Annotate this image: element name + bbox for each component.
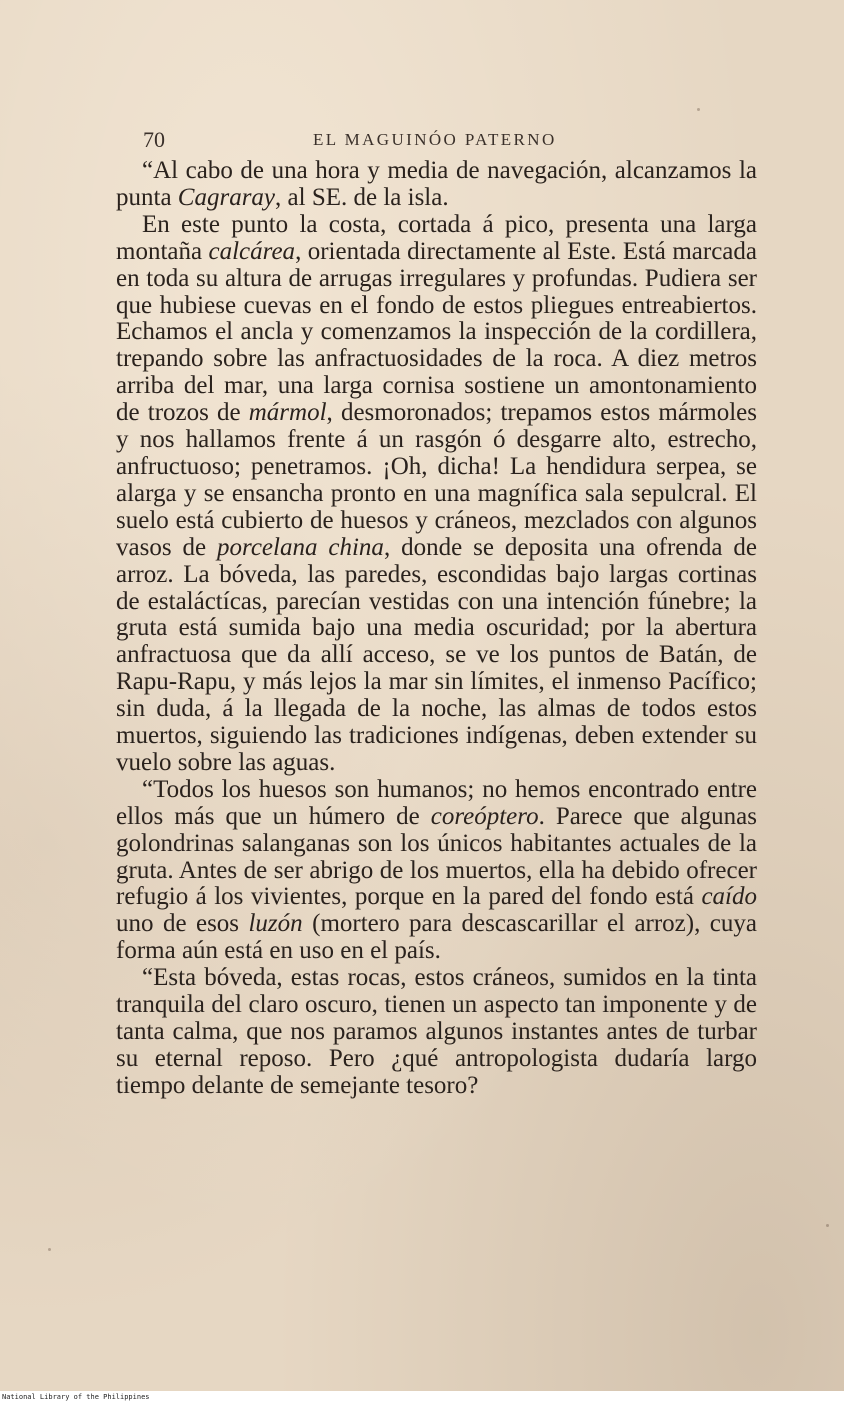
paragraph xyxy=(116,212,757,777)
paragraph xyxy=(116,965,757,1100)
paper-speck xyxy=(826,1224,829,1227)
text-run: , al SE. de la isla. xyxy=(275,183,449,211)
italic-term: calcárea xyxy=(208,237,296,265)
italic-term: caído xyxy=(701,883,757,911)
text-run: En este punto la costa, cortada á pico, presenta una larga montaña xyxy=(116,210,757,265)
italic-term: Cagraray xyxy=(177,183,276,211)
italic-term: coreóptero xyxy=(430,802,539,830)
italic-term: mármol xyxy=(248,399,327,427)
text-run: “Al cabo de una hora y media de navegación, alcanzamos la punta xyxy=(116,157,757,211)
text-run: , donde se deposita una ofrenda de arroz. La bóveda, las paredes, escondidas bajo largas cortinas de estaláctícas, parecían vestidas con una intención fúnebre; la gruta está sumida bajo una media oscuridad; por la abertura anfractuosa que da allí acceso, se ve los puntos de Batán, de Rapu-Rapu, y más lejos la mar sin límites, el inmenso Pacífico; sin duda, á la llegada de la noche, las almas de todos estos muertos, siguiendo las tradiciones indígenas, deben extender su vuelo sobre las aguas. xyxy=(116,533,758,776)
italic-term: luzón xyxy=(248,910,303,938)
text-run: “Esta bóveda, estas rocas, estos cráneos, sumidos en la tinta tranquila del claro oscuro, tienen un aspecto tan imponente y de tanta calma, que nos paramos algunos instantes antes de turbar su eternal reposo. Pero ¿qué antropologista dudaría largo tiempo delante de semejante tesoro? xyxy=(116,964,757,1099)
paper-speck xyxy=(48,1248,51,1251)
text-run: , desmoronados; trepamos estos mármoles y nos hallamos frente á un rasgón ó desgarre alto, estrecho, anfructuoso; penetramos. ¡Oh, dicha! La hendidura serpea, se alarga y se ensancha pronto en una magnífica sala sepulcral. El suelo está cubierto de huesos y cráneos, mezclados con algunos vasos de xyxy=(116,399,757,561)
library-caption: National Library of the Philippines xyxy=(0,1391,844,1403)
text-run: . Parece que algunas golondrinas salanganas son los únicos habitantes actuales de la gruta. Antes de ser abrigo de los muertos, ella ha debido ofrecer refugio á los vivientes, porque en la pared del fondo está xyxy=(116,802,757,911)
body-text xyxy=(116,158,757,1100)
running-head xyxy=(143,127,755,155)
text-run: (mortero para descascarillar el arroz), cuya forma aún está en uso en el país. xyxy=(116,910,757,965)
text-run: uno de esos xyxy=(116,910,249,938)
paragraph xyxy=(116,158,757,212)
italic-term: porcelana china xyxy=(217,533,384,561)
paper-speck xyxy=(697,108,700,111)
text-run: “Todos los huesos son humanos; no hemos encontrado entre ellos más que un húmero de xyxy=(116,775,757,830)
page-number: 70 xyxy=(143,127,165,152)
text-run: , orientada directamente al Este. Está marcada en toda su altura de arrugas irregulares y profundas. Pudiera ser que hubiese cuevas en el fondo de estos pliegues entreabiertos. Echamos el ancla y comenzamos la inspección de la cordillera, trepando sobre las anfractuosidades de la roca. A diez metros arriba del mar, una larga cornisa sostiene un amontonamiento de trozos de xyxy=(116,237,757,427)
running-head-title: EL MAGUINÓO PATERNO xyxy=(313,130,557,149)
paragraph xyxy=(116,777,757,965)
